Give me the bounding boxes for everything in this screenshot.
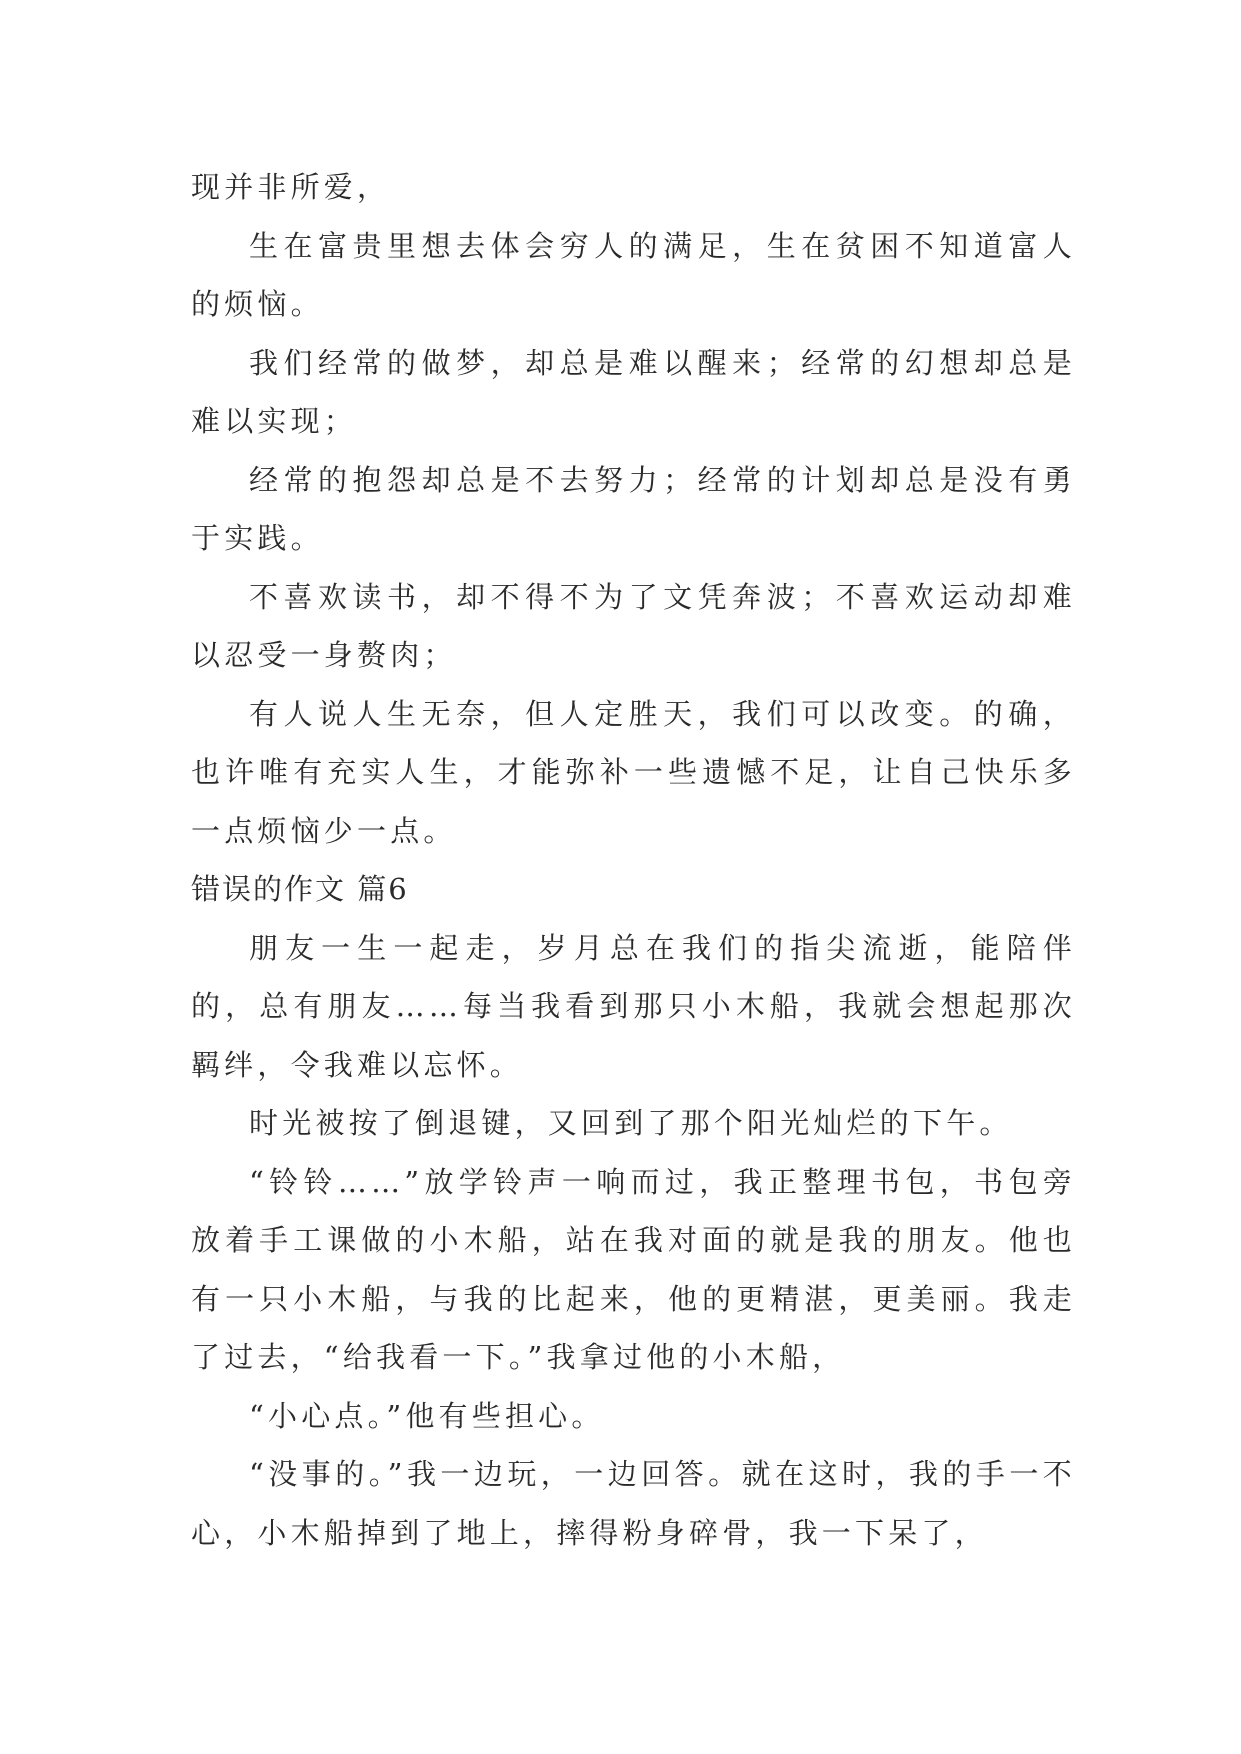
paragraph: “没事的。”我一边玩，一边回答。就在这时，我的手一不心，小木船掉到了地上，摔得粉身碎骨，我一下呆了， <box>191 1457 1076 1550</box>
section-heading: 错误的作文 篇6 <box>191 872 409 906</box>
paragraph: 有人说人生无奈，但人定胜天，我们可以改变。的确，也许唯有充实人生，才能弥补一些遗憾不足，让自己快乐多一点烦恼少一点。 <box>191 696 1076 848</box>
paragraph: 不喜欢读书，却不得不为了文凭奔波；不喜欢运动却难以忍受一身赘肉； <box>191 579 1076 672</box>
paragraph: 朋友一生一起走，岁月总在我们的指尖流逝，能陪伴的，总有朋友……每当我看到那只小木船，我就会想起那次羁绊，令我难以忘怀。 <box>191 930 1076 1082</box>
paragraph: 我们经常的做梦，却总是难以醒来；经常的幻想却总是难以实现； <box>191 345 1076 438</box>
paragraph: 生在富贵里想去体会穷人的满足，生在贫困不知道富人的烦恼。 <box>191 228 1076 321</box>
paragraph: 现并非所爱， <box>191 170 391 204</box>
paragraph: “小心点。”他有些担心。 <box>249 1398 605 1433</box>
document-body <box>191 158 1076 1562</box>
paragraph: 经常的抱怨却总是不去努力；经常的计划却总是没有勇于实践。 <box>191 462 1076 555</box>
paragraph: “铃铃……”放学铃声一响而过，我正整理书包，书包旁放着手工课做的小木船，站在我对面的就是我的朋友。他也有一只小木船，与我的比起来，他的更精湛，更美丽。我走了过去，“给我看一下。”我拿过他的小木船， <box>191 1164 1076 1374</box>
paragraph: 时光被按了倒退键，又回到了那个阳光灿烂的下午。 <box>249 1106 1013 1140</box>
